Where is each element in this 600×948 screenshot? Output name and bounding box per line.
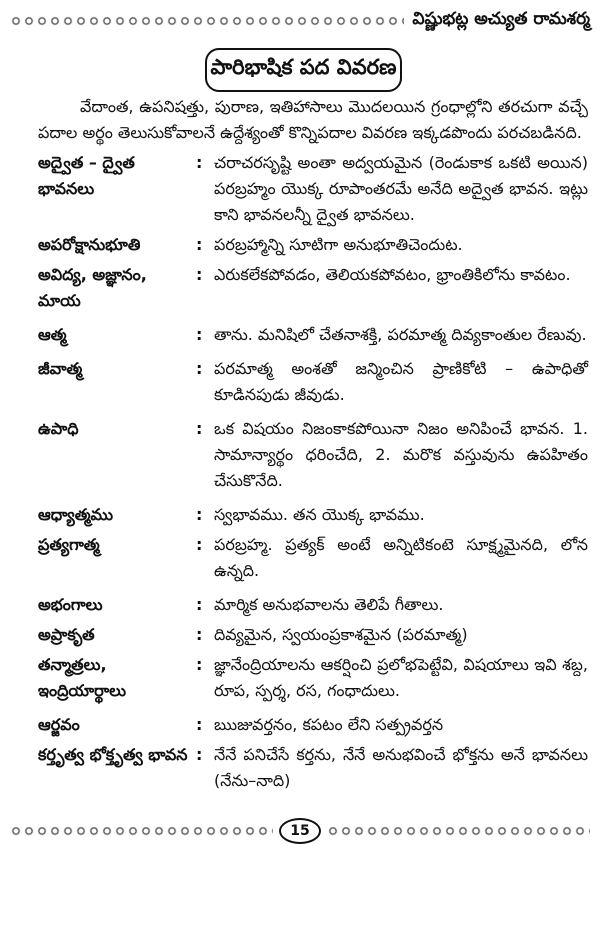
glossary-entry xyxy=(38,262,588,314)
intro-paragraph: వేదాంత, ఉపనిషత్తు, పురాణ, ఇతిహాసాలు మొదలయిన గ్రంధాల్లోని తరచుగా వచ్చే పదాల అర్థం తెలుసుకోవాలనే ఉద్దేశ్యంతో కొన్నిపదాల వివరణ ఇక్కడపొందు పరచబడినది. xyxy=(38,97,588,142)
page-number: 15 xyxy=(279,818,321,844)
glossary-entry xyxy=(38,416,588,494)
glossary-definition: పరమాత్మ అంశతో జన్మించిన ప్రాణికోటి – ఉపాధితో కూడినపుడు జీవుడు. xyxy=(214,359,588,404)
glossary-term: ఆధ్యాత్మము xyxy=(38,505,113,524)
term-separator: : xyxy=(196,715,203,734)
term-separator: : xyxy=(196,625,203,644)
glossary-definition: ఋజువర్తనం, కపటం లేని సత్ప్రవర్తన xyxy=(214,715,444,734)
glossary-entry xyxy=(38,232,588,258)
glossary-entry xyxy=(38,150,588,228)
term-separator: : xyxy=(196,235,203,254)
glossary-definition: పరబ్రహ్మాన్ని సూటిగా అనుభూతిచెందుట. xyxy=(214,235,463,254)
glossary-term: తన్మాత్రలు, ఇంద్రియార్థాలు xyxy=(38,655,127,700)
glossary-term: ఆర్జవం xyxy=(38,715,80,734)
glossary-definition: జ్ఞానేంద్రియాలను ఆకర్షించి ప్రలోభపెట్టేవి, విషయాలు ఇవి శబ్ద, రూప, స్పర్శ, రస, గంధాదులు. xyxy=(214,655,588,700)
glossary-term: అద్వైత – ద్వైత భావనలు xyxy=(38,153,135,198)
glossary-entry xyxy=(38,712,588,738)
term-separator: : xyxy=(196,265,203,284)
term-separator: : xyxy=(196,325,203,344)
page-footer xyxy=(10,818,590,864)
term-separator: : xyxy=(196,153,203,172)
glossary-definition: స్వభావము. తన యొక్క భావము. xyxy=(214,505,425,524)
term-separator: : xyxy=(196,745,203,764)
author-name: విష్ణుభట్ల అచ్యుత రామశర్మ xyxy=(412,9,590,29)
glossary-term: అప్రాకృత xyxy=(38,625,95,644)
term-separator: : xyxy=(196,595,203,614)
glossary-term: అభంగాలు xyxy=(38,595,103,614)
glossary-entry xyxy=(38,592,588,618)
glossary-list xyxy=(38,150,588,794)
glossary-term: ఆత్మ xyxy=(38,325,67,344)
glossary-entry xyxy=(38,356,588,408)
glossary-term: అవిద్య, అజ్ఞానం, మాయ xyxy=(38,265,147,310)
glossary-definition: ఒక విషయం నిజంకాకపోయినా నిజం అనిపించే భావన. 1. సామాన్యార్థం ధరించేది, 2. మరొక వస్తువును ఉపహితం చేసుకొనేది. xyxy=(214,419,588,490)
term-separator: : xyxy=(196,655,203,674)
page-header xyxy=(10,8,590,34)
glossary-entry xyxy=(38,322,588,348)
glossary-definition: చరాచరసృష్టి అంతా అద్వయమైన (రెండుకాక ఒకటి అయిన) పరబ్రహ్మం యొక్క రూపాంతరమే అనేది అద్వైత భావన. ఇట్లు కాని భావనలన్నీ ద్వైత భావనలు. xyxy=(214,153,588,224)
decorative-dot-border xyxy=(327,825,590,837)
glossary-definition: దివ్యమైన, స్వయంప్రకాశమైన (పరమాత్మ) xyxy=(214,625,468,644)
page-title: పారిభాషిక పద వివరణ xyxy=(205,48,402,92)
term-separator: : xyxy=(196,505,203,524)
glossary-term: ఉపాధి xyxy=(38,419,79,438)
glossary-term: అపరోక్షానుభూతి xyxy=(38,235,141,254)
term-separator: : xyxy=(196,419,203,438)
glossary-definition: మార్మిక అనుభవాలను తెలిపే గీతాలు. xyxy=(214,595,444,614)
decorative-dot-border xyxy=(10,825,273,837)
glossary-term: జీవాత్మ xyxy=(38,359,83,378)
glossary-definition: పరబ్రహ్మ. ప్రత్యక్ అంటే అన్నిటికంటె సూక్ష్మమైనది, లోన ఉన్నది. xyxy=(214,535,588,580)
glossary-term: కర్తృత్వ భోక్తృత్వ భావన xyxy=(38,745,188,764)
decorative-dot-border xyxy=(10,15,404,27)
glossary-entry xyxy=(38,532,588,584)
term-separator: : xyxy=(196,535,203,554)
glossary-entry xyxy=(38,502,588,528)
glossary-definition: ఎరుకలేకపోవడం, తెలియకపోవటం, భ్రాంతికిలోను కావటం. xyxy=(214,265,571,284)
glossary-definition: తాను. మనిషిలో చేతనాశక్తి, పరమాత్మ దివ్యకాంతుల రేణువు. xyxy=(214,325,587,344)
glossary-entry xyxy=(38,652,588,704)
glossary-term: ప్రత్యగాత్మ xyxy=(38,535,100,554)
term-separator: : xyxy=(196,359,203,378)
glossary-definition: నేనే పనిచేసే కర్తను, నేనే అనుభవించే భోక్తను అనే భావనలు (నేను–నాది) xyxy=(214,745,588,790)
glossary-entry xyxy=(38,742,588,794)
glossary-entry xyxy=(38,622,588,648)
